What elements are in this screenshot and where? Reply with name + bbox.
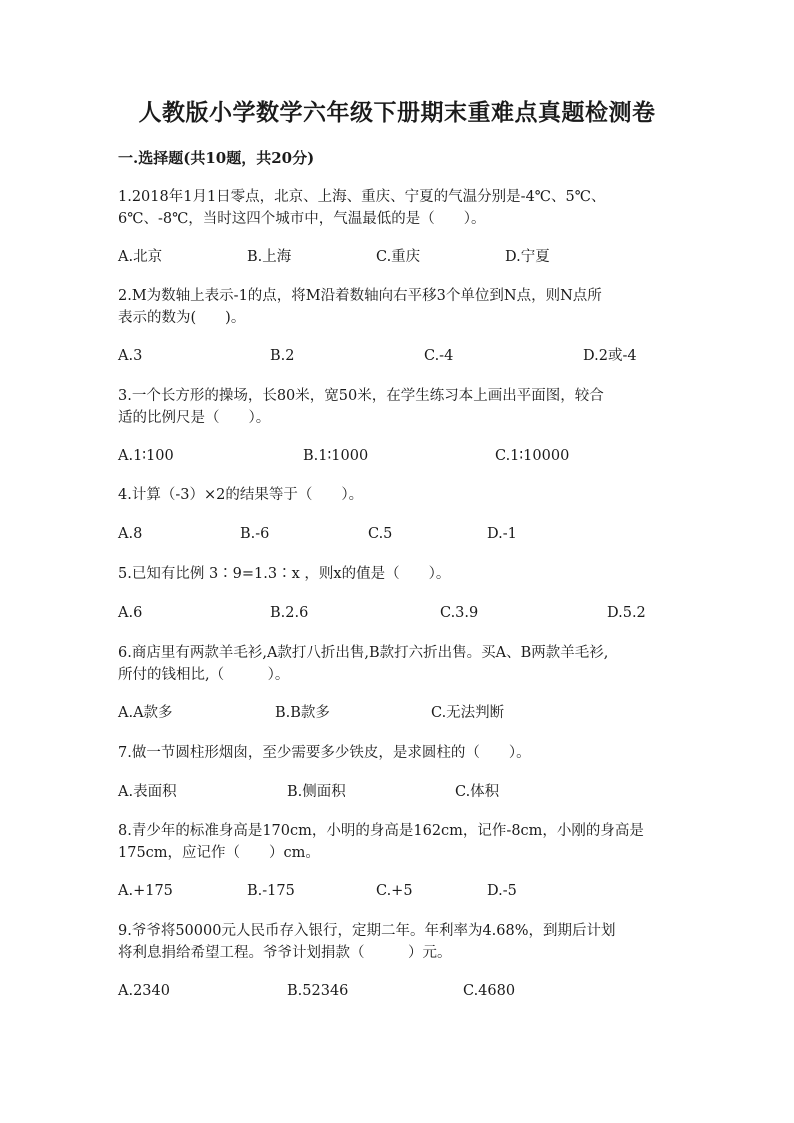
option-a: A.3 (118, 348, 143, 364)
question-5 (118, 563, 678, 585)
option-b: B.-175 (247, 883, 295, 899)
option-a: A.表面积 (118, 784, 177, 800)
option-c: C.3.9 (440, 605, 479, 621)
question-text-line: 4.计算（-3）×2的结果等于（ ）。 (118, 487, 364, 503)
option-b: B.2.6 (270, 605, 309, 621)
option-c: C.无法判断 (431, 705, 505, 721)
option-d: D.宁夏 (505, 249, 550, 265)
question-4 (118, 484, 678, 506)
option-b: B.侧面积 (287, 784, 346, 800)
question-text-line: 6.商店里有两款羊毛衫,A款打八折出售,B款打六折出售。买A、B两款羊毛衫, (118, 645, 609, 661)
question-7 (118, 742, 678, 764)
option-a: A.+175 (118, 883, 173, 899)
question-text-line: 所付的钱相比,（ ）。 (118, 667, 290, 683)
question-1 (118, 186, 678, 230)
question-2 (118, 285, 678, 329)
option-a: A.2340 (118, 983, 170, 999)
option-d: D.2或-4 (583, 348, 637, 364)
question-text-line: 将利息捐给希望工程。爷爷计划捐款（ ）元。 (118, 945, 452, 961)
option-a: A.6 (118, 605, 143, 621)
question-8 (118, 820, 678, 864)
option-a: A.A款多 (118, 705, 173, 721)
question-text-line: 2.M为数轴上表示-1的点，将M沿着数轴向右平移3个单位到N点，则N点所 (118, 288, 602, 304)
option-a: A.北京 (118, 249, 163, 265)
question-text-line: 9.爷爷将50000元人民币存入银行，定期二年。年利率为4.68%，到期后计划 (118, 923, 616, 939)
option-d: D.-5 (487, 883, 517, 899)
option-c: C.体积 (455, 784, 500, 800)
section-heading: 一.选择题(共10题，共20分) (118, 149, 315, 167)
option-c: C.+5 (376, 883, 413, 899)
option-b: B.1∶1000 (303, 448, 369, 464)
option-a: A.1∶100 (118, 448, 174, 464)
question-text-line: 3.一个长方形的操场，长80米，宽50米，在学生练习本上画出平面图，较合 (118, 388, 604, 404)
option-c: C.-4 (424, 348, 454, 364)
option-b: B.B款多 (275, 705, 330, 721)
page-title: 人教版小学数学六年级下册期末重难点真题检测卷 (138, 99, 656, 126)
question-text-line: 表示的数为( )。 (118, 310, 246, 326)
question-3 (118, 385, 678, 429)
question-text-line: 175cm，应记作（ ）cm。 (118, 845, 320, 861)
option-b: B.上海 (247, 249, 292, 265)
option-c: C.5 (368, 526, 393, 542)
question-6 (118, 642, 678, 686)
option-c: C.4680 (463, 983, 516, 999)
option-b: B.-6 (240, 526, 270, 542)
question-text-line: 7.做一节圆柱形烟囱，至少需要多少铁皮，是求圆柱的（ ）。 (118, 745, 531, 761)
question-text-line: 8.青少年的标准身高是170cm，小明的身高是162cm，记作-8cm，小刚的身高是 (118, 823, 644, 839)
option-d: D.-1 (487, 526, 517, 542)
option-d: D.5.2 (607, 605, 646, 621)
question-text-line: 6℃、-8℃，当时这四个城市中，气温最低的是（ ）。 (118, 211, 486, 227)
option-b: B.2 (270, 348, 295, 364)
option-a: A.8 (118, 526, 143, 542)
option-b: B.52346 (287, 983, 349, 999)
question-text-line: 5.已知有比例 3∶9=1.3∶x ，则x的值是（ ）。 (118, 566, 451, 582)
option-c: C.1∶10000 (495, 448, 570, 464)
question-text-line: 适的比例尺是（ ）。 (118, 410, 271, 426)
option-c: C.重庆 (376, 249, 421, 265)
question-9 (118, 920, 678, 964)
question-text-line: 1.2018年1月1日零点，北京、上海、重庆、宁夏的气温分别是-4℃、5℃、 (118, 189, 606, 205)
